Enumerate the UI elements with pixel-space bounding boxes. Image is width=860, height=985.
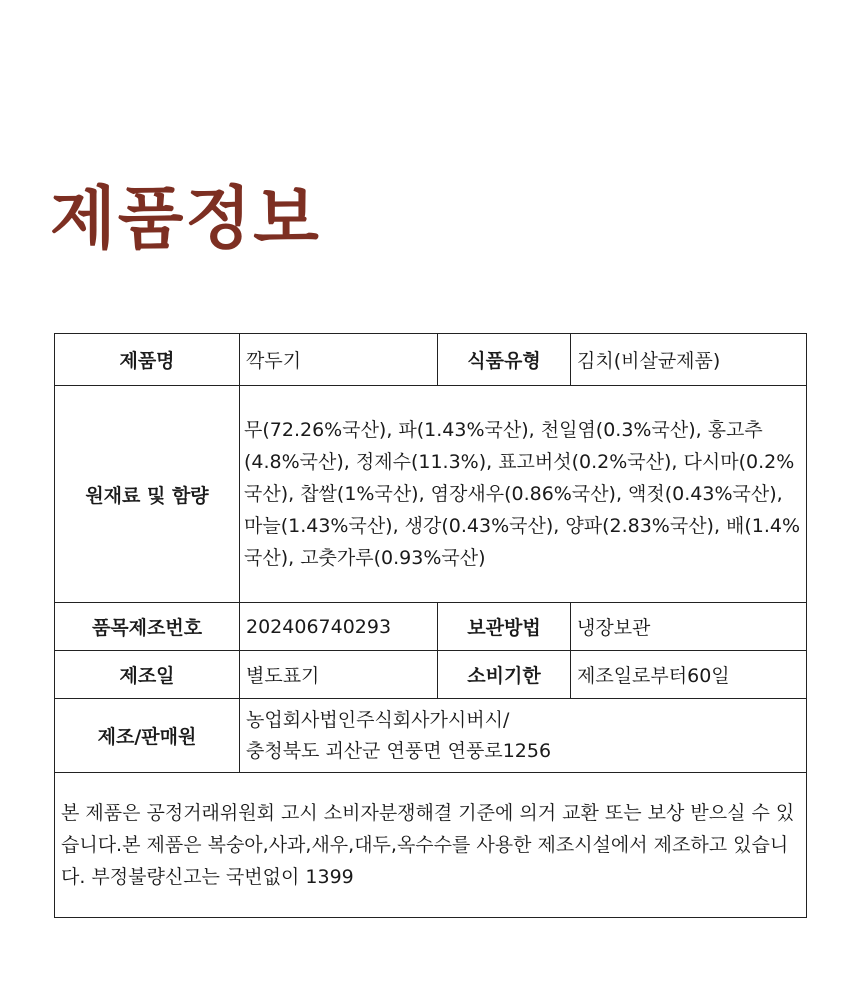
food-type-label: 식품유형: [438, 334, 571, 386]
table-row: [55, 603, 807, 651]
report-number-value: 202406740293: [240, 603, 438, 651]
manufacture-date-value: 별도표기: [240, 651, 438, 699]
maker-label: 제조/판매원: [55, 699, 240, 773]
maker-line-2: 충청북도 괴산군 연풍면 연풍로1256: [246, 739, 552, 762]
product-name-label: 제품명: [55, 334, 240, 386]
table-row: [55, 334, 807, 386]
table-row: [55, 386, 807, 603]
ingredients-value: 무(72.26%국산), 파(1.43%국산), 천일염(0.3%국산), 홍고추(4.8%국산), 정제수(11.3%), 표고버섯(0.2%국산), 다시마(0.2%국산), 찹쌀(1%국산), 염장새우(0.86%국산), 액젓(0.43%국산), 마늘(1.43%국산), 생강(0.43%국산), 양파(2.83%국산), 배(1.4%국산), 고춧가루(0.93%국산): [240, 386, 807, 603]
page-title: 제품정보: [50, 179, 321, 259]
notice-text: 본 제품은 공정거래위원회 고시 소비자분쟁해결 기준에 의거 교환 또는 보상 받으실 수 있습니다.본 제품은 복숭아,사과,새우,대두,옥수수를 사용한 제조시설에서 제조하고 있습니다. 부정불량신고는 국번없이 1399: [55, 773, 807, 918]
food-type-value: 김치(비살균제품): [571, 334, 807, 386]
product-info-table: [54, 333, 807, 918]
table-row: [55, 699, 807, 773]
expiry-value: 제조일로부터60일: [571, 651, 807, 699]
table-row: [55, 773, 807, 918]
maker-value: [240, 699, 807, 773]
table-row: [55, 651, 807, 699]
storage-label: 보관방법: [438, 603, 571, 651]
ingredients-label: 원재료 및 함량: [55, 386, 240, 603]
manufacture-date-label: 제조일: [55, 651, 240, 699]
product-name-value: 깍두기: [240, 334, 438, 386]
maker-line-1: 농업회사법인주식회사가시버시/: [246, 708, 510, 731]
report-number-label: 품목제조번호: [55, 603, 240, 651]
storage-value: 냉장보관: [571, 603, 807, 651]
expiry-label: 소비기한: [438, 651, 571, 699]
